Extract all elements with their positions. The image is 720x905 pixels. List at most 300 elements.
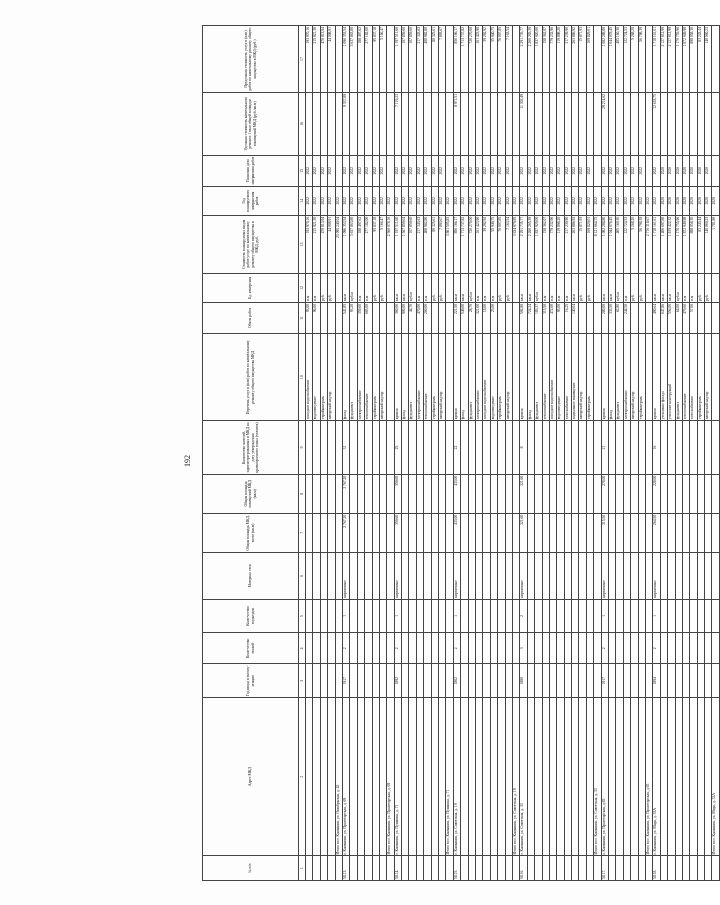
cell-y1: 2020 xyxy=(682,186,689,215)
cell-lim: 263 886,92 xyxy=(572,26,579,93)
cell-fl xyxy=(660,633,667,664)
cell-no xyxy=(313,856,320,881)
cell-ppl xyxy=(409,421,416,475)
cell-unit xyxy=(387,273,394,302)
cell-y2: 2022 xyxy=(505,155,512,186)
cell-s1 xyxy=(623,513,630,552)
cell-unit xyxy=(645,273,652,302)
cell-fl xyxy=(313,633,320,664)
cell-mat xyxy=(579,552,586,599)
cell-fl xyxy=(379,633,386,664)
cell-y2: 2020 xyxy=(668,155,675,186)
cell-cost: 2 291 735,77 xyxy=(520,215,527,273)
cell-s1 xyxy=(579,513,586,552)
table-row xyxy=(542,26,549,881)
cell-fl xyxy=(705,633,712,664)
cell-ent: 1 xyxy=(601,599,608,632)
table-row xyxy=(690,26,697,881)
cell-cost: 217 343,63 xyxy=(416,215,423,273)
cell-ppl xyxy=(365,421,372,475)
cell-unit: п.м xyxy=(557,273,564,302)
cell-spec xyxy=(638,93,645,156)
cell-s2: 359,60 xyxy=(394,474,401,513)
cell-fl xyxy=(306,633,313,664)
cell-s2 xyxy=(660,474,667,513)
cell-y1: 2022 xyxy=(328,186,335,215)
table-row xyxy=(402,26,409,881)
cell-y1: 2022 xyxy=(439,186,446,215)
cell-lim: 1 096 353,54 xyxy=(342,26,349,93)
cell-y2: 2022 xyxy=(342,155,349,186)
cell-year xyxy=(594,664,601,697)
cell-spec xyxy=(306,93,313,156)
cell-vol: 280,00 xyxy=(601,302,608,333)
cell-cost: 263 886,92 xyxy=(572,215,579,273)
cell-cost: 898 058,30 xyxy=(690,215,697,273)
cell-vol: 549,00 xyxy=(461,302,468,333)
cell-y2: 2022 xyxy=(483,155,490,186)
cell-work: кровля xyxy=(520,334,527,421)
column-header: Объем работ xyxy=(203,302,299,333)
cell-mat xyxy=(409,552,416,599)
cell-mat: кирпичные xyxy=(653,552,660,599)
cell-addr xyxy=(490,697,497,855)
cell-no xyxy=(616,856,623,881)
cell-no xyxy=(461,856,468,881)
table-row xyxy=(342,26,349,881)
cell-addr xyxy=(409,697,416,855)
cell-cost: 408 982,80 xyxy=(424,215,431,273)
cell-s1 xyxy=(675,513,682,552)
cell-year xyxy=(527,664,534,697)
cell-ent xyxy=(705,599,712,632)
cell-y1: 2022 xyxy=(431,186,438,215)
cell-work: газоснабжение xyxy=(690,334,697,421)
cell-ent xyxy=(490,599,497,632)
cell-fl: 2 xyxy=(653,633,660,664)
cell-s1: 359,60 xyxy=(394,513,401,552)
cell-no xyxy=(675,856,682,881)
cell-y2 xyxy=(446,155,453,186)
cell-y1: 2022 xyxy=(653,186,660,215)
cell-ent xyxy=(638,599,645,632)
cell-ppl xyxy=(350,421,357,475)
cell-addr xyxy=(475,697,482,855)
cell-year xyxy=(461,664,468,697)
cell-addr xyxy=(631,697,638,855)
cell-work: стройконтроль xyxy=(320,334,327,421)
cell-cost: 277 182,00 xyxy=(365,215,372,273)
cell-ppl xyxy=(372,421,379,475)
cell-ppl xyxy=(549,421,556,475)
cell-s1 xyxy=(424,513,431,552)
cell-unit: кв.м xyxy=(527,273,534,302)
cell-lim: 83 243,44 xyxy=(697,26,704,93)
cell-vol: 183,37 xyxy=(535,302,542,333)
column-header: Общая площадь помещений МКД (кв.м) xyxy=(203,474,299,513)
cell-lim: 158 362,07 xyxy=(542,26,549,93)
cell-fl xyxy=(712,633,719,664)
cell-cost: 44 008,91 xyxy=(328,215,335,273)
table-row xyxy=(416,26,423,881)
cell-s1 xyxy=(357,513,364,552)
cell-fl xyxy=(697,633,704,664)
cell-year xyxy=(675,664,682,697)
cell-ppl xyxy=(402,421,409,475)
cell-spec xyxy=(616,93,623,156)
column-number: 9 xyxy=(299,421,306,475)
cell-cost: 83 243,44 xyxy=(697,215,704,273)
cell-vol: 315,50 xyxy=(542,302,549,333)
cell-ppl: 21 xyxy=(601,421,608,475)
cell-fl xyxy=(675,633,682,664)
cell-s1 xyxy=(365,513,372,552)
cell-ent xyxy=(475,599,482,632)
cell-lim: 95 837,18 xyxy=(372,26,379,93)
cell-no: 58.16. xyxy=(520,856,527,881)
cell-unit: руб. xyxy=(579,273,586,302)
cell-cost: 161 423,90 xyxy=(475,215,482,273)
cell-lim: 217 239,90 xyxy=(564,26,571,93)
cell-unit: п.м xyxy=(682,273,689,302)
cell-y1: 2022 xyxy=(579,186,586,215)
cell-ppl xyxy=(586,421,593,475)
cell-cost: 1 872 949,98 xyxy=(682,215,689,273)
cell-y1: 2022 xyxy=(365,186,372,215)
cell-ent xyxy=(409,599,416,632)
cell-s2 xyxy=(609,474,616,513)
cell-work: фасад xyxy=(342,334,349,421)
cell-y1: 2022 xyxy=(320,186,327,215)
cell-s2 xyxy=(712,474,719,513)
cell-vol: 28,70 xyxy=(468,302,475,333)
cell-ent xyxy=(690,599,697,632)
cell-mat xyxy=(564,552,571,599)
cell-unit: кв.м xyxy=(609,273,616,302)
cell-addr xyxy=(350,697,357,855)
cell-unit: куб.м xyxy=(535,273,542,302)
cell-unit: п.м xyxy=(416,273,423,302)
cell-ent: 1 xyxy=(394,599,401,632)
cell-ppl xyxy=(505,421,512,475)
cell-year xyxy=(335,664,342,697)
cell-y1: 2022 xyxy=(616,186,623,215)
cell-lim: 119 898,20 xyxy=(557,26,564,93)
cell-year xyxy=(446,664,453,697)
cell-mat xyxy=(461,552,468,599)
cell-unit: куб.м xyxy=(468,273,475,302)
cell-year xyxy=(483,664,490,697)
cell-spec xyxy=(609,93,616,156)
cell-s1 xyxy=(705,513,712,552)
cell-ent xyxy=(365,599,372,632)
cell-ent xyxy=(372,599,379,632)
cell-fl xyxy=(328,633,335,664)
cell-y1: 2022 xyxy=(335,186,342,215)
cell-fl xyxy=(609,633,616,664)
cell-no xyxy=(424,856,431,881)
cell-work: стройконтроль xyxy=(431,334,438,421)
cell-lim: 107 859,60 xyxy=(409,26,416,93)
cell-s2 xyxy=(645,474,652,513)
cell-lim xyxy=(645,26,652,93)
cell-lim: 193 970,16 xyxy=(306,26,313,93)
cell-s1 xyxy=(645,513,652,552)
cell-y1: 2022 xyxy=(468,186,475,215)
cell-addr xyxy=(586,697,593,855)
cell-mat xyxy=(682,552,689,599)
cell-y2: 2022 xyxy=(616,155,623,186)
cell-no: 58.17. xyxy=(601,856,608,881)
cell-year xyxy=(306,664,313,697)
cell-ent xyxy=(675,599,682,632)
cell-unit: п.м xyxy=(365,273,372,302)
cell-year xyxy=(313,664,320,697)
cell-s2: 2 767,20 xyxy=(342,474,349,513)
cell-lim: 779 232,96 xyxy=(549,26,556,93)
cell-s2 xyxy=(505,474,512,513)
cell-year: 1917 xyxy=(342,664,349,697)
cell-y1: 2022 xyxy=(512,186,519,215)
cell-mat xyxy=(645,552,652,599)
cell-ppl xyxy=(638,421,645,475)
cell-s2 xyxy=(594,474,601,513)
cell-no xyxy=(542,856,549,881)
cell-y2 xyxy=(645,155,652,186)
cell-ppl xyxy=(490,421,497,475)
cell-y1: 2020 xyxy=(705,186,712,215)
cell-fl xyxy=(668,633,675,664)
cell-fl: 2 xyxy=(394,633,401,664)
column-header: Предельная стоимость услуг и (или) работ по капитальному ремонту общего имущества в МКД (руб.) xyxy=(203,26,299,93)
column-number: 16 xyxy=(299,93,306,156)
cell-ppl xyxy=(498,421,505,475)
column-number: 2 xyxy=(299,697,306,855)
cell-lim: 2 127 812,99 xyxy=(660,26,667,93)
cell-s1 xyxy=(609,513,616,552)
cell-no xyxy=(668,856,675,881)
cell-work: фасад xyxy=(402,334,409,421)
cell-s1 xyxy=(690,513,697,552)
cell-spec xyxy=(475,93,482,156)
cell-year xyxy=(712,664,719,697)
cell-work xyxy=(712,334,719,421)
cell-y2: 2020 xyxy=(660,155,667,186)
cell-ppl xyxy=(594,421,601,475)
table-row xyxy=(372,26,379,881)
cell-ppl xyxy=(527,421,534,475)
cell-year xyxy=(320,664,327,697)
cell-vol: 62,80 xyxy=(616,302,623,333)
cell-s2 xyxy=(490,474,497,513)
cell-addr xyxy=(424,697,431,855)
cell-work: стройконтроль xyxy=(697,334,704,421)
cell-vol xyxy=(512,302,519,333)
column-number: 11 xyxy=(299,302,306,333)
cell-mat xyxy=(549,552,556,599)
cell-unit: п.м xyxy=(564,273,571,302)
cell-addr: Итого по г. Камышин, ул. Пролетарская, д. 69 xyxy=(387,697,394,855)
cell-addr xyxy=(402,697,409,855)
cell-no xyxy=(535,856,542,881)
cell-addr xyxy=(660,697,667,855)
cell-s2 xyxy=(668,474,675,513)
cell-unit xyxy=(594,273,601,302)
cell-unit: п.м xyxy=(623,273,630,302)
cell-no xyxy=(335,856,342,881)
cell-work: водоотведение xyxy=(557,334,564,421)
cell-year xyxy=(372,664,379,697)
cell-cost: 856 166,17 xyxy=(453,215,460,273)
table-row xyxy=(357,26,364,881)
cell-y1: 2020 xyxy=(697,186,704,215)
cell-spec xyxy=(416,93,423,156)
cell-addr xyxy=(328,697,335,855)
cell-no xyxy=(320,856,327,881)
cell-work: электроснабжение xyxy=(357,334,364,421)
cell-unit: п.м xyxy=(490,273,497,302)
cell-s2 xyxy=(638,474,645,513)
cell-s1 xyxy=(712,513,719,552)
cell-y1: 2022 xyxy=(638,186,645,215)
cell-cost: 3 634 979,95 xyxy=(512,215,519,273)
cell-y1: 2020 xyxy=(712,186,719,215)
cell-work: фундамент xyxy=(409,334,416,421)
cell-addr xyxy=(682,697,689,855)
cell-fl xyxy=(498,633,505,664)
cell-mat xyxy=(609,552,616,599)
cell-year xyxy=(475,664,482,697)
cell-lim: 7 893,67 xyxy=(439,26,446,93)
cell-addr xyxy=(623,697,630,855)
cell-y1: 2022 xyxy=(446,186,453,215)
cell-year xyxy=(623,664,630,697)
cell-unit: руб. xyxy=(372,273,379,302)
cell-work: кровля xyxy=(653,334,660,421)
cell-addr xyxy=(572,697,579,855)
cell-s2 xyxy=(320,474,327,513)
cell-work: стройконтроль xyxy=(498,334,505,421)
cell-spec xyxy=(446,93,453,156)
cell-year: 1892 xyxy=(394,664,401,697)
cell-y1: 2020 xyxy=(675,186,682,215)
cell-work: авторский надзор xyxy=(379,334,386,421)
cell-ent xyxy=(535,599,542,632)
cell-no xyxy=(682,856,689,881)
cell-addr xyxy=(468,697,475,855)
column-number: 7 xyxy=(299,513,306,552)
column-header: Количество жителей, зарегистри-рованных в МКД на дату утверждения краткосрочного плана (человек) xyxy=(203,421,299,475)
column-header: Материал стен xyxy=(203,552,299,599)
cell-ent: 2 xyxy=(520,599,527,632)
cell-y2: 2022 xyxy=(424,155,431,186)
cell-ent xyxy=(387,599,394,632)
cell-vol xyxy=(579,302,586,333)
cell-no xyxy=(557,856,564,881)
cell-vol xyxy=(705,302,712,333)
cell-no xyxy=(446,856,453,881)
cell-unit: куб.м xyxy=(616,273,623,302)
cell-addr xyxy=(365,697,372,855)
cell-vol xyxy=(439,302,446,333)
cell-addr: г. Камышин, ул. Мира, д. 33А xyxy=(653,697,660,855)
cell-fl xyxy=(365,633,372,664)
cell-vol: 93,00 xyxy=(306,302,313,333)
cell-spec xyxy=(557,93,564,156)
cell-cost: 122 724,53 xyxy=(623,215,630,273)
cell-ppl xyxy=(572,421,579,475)
cell-no xyxy=(505,856,512,881)
cell-addr: г. Камышин, ул. Советская, д. 19 xyxy=(453,697,460,855)
cell-cost: 217 239,90 xyxy=(564,215,571,273)
cell-ent xyxy=(527,599,534,632)
table-row xyxy=(586,26,593,881)
cell-year xyxy=(424,664,431,697)
cell-s1 xyxy=(328,513,335,552)
cell-s1 xyxy=(668,513,675,552)
cell-work: водоотведение xyxy=(490,334,497,421)
cell-s1 xyxy=(490,513,497,552)
cell-y2: 2022 xyxy=(535,155,542,186)
cell-s1 xyxy=(631,513,638,552)
cell-ppl: 25 xyxy=(394,421,401,475)
cell-ent xyxy=(682,599,689,632)
cell-spec xyxy=(439,93,446,156)
cell-y1: 2022 xyxy=(394,186,401,215)
cell-spec xyxy=(357,93,364,156)
cell-spec: 8 971,51 xyxy=(453,93,460,156)
cell-lim: 122 724,53 xyxy=(623,26,630,93)
cell-work: водоотведение xyxy=(313,334,320,421)
cell-spec xyxy=(712,93,719,156)
cell-fl xyxy=(638,633,645,664)
cell-vol: 724,24 xyxy=(527,302,534,333)
cell-ppl xyxy=(431,421,438,475)
cell-unit: п.м xyxy=(306,273,313,302)
cell-mat xyxy=(431,552,438,599)
cell-cost: 2 716 318,67 xyxy=(645,215,652,273)
cell-cost: 1 837 920,00 xyxy=(535,215,542,273)
cell-vol: 25,00 xyxy=(490,302,497,333)
cell-no xyxy=(409,856,416,881)
cell-s2 xyxy=(483,474,490,513)
cell-cost: 1 781,80 xyxy=(712,215,719,273)
cell-fl: 2 xyxy=(601,633,608,664)
table-row xyxy=(675,26,682,881)
cell-y1: 2022 xyxy=(342,186,349,215)
cell-lim: 408 982,80 xyxy=(424,26,431,93)
cell-y1: 2022 xyxy=(586,186,593,215)
cell-ppl xyxy=(468,421,475,475)
cell-year xyxy=(631,664,638,697)
cell-lim: 2 127 812,99 xyxy=(668,26,675,93)
cell-ppl xyxy=(712,421,719,475)
cell-addr: г. Камышин, ул. Советская, д. 33 xyxy=(520,697,527,855)
cell-no xyxy=(431,856,438,881)
cell-cost: 140 060,23 xyxy=(705,215,712,273)
cell-ent xyxy=(564,599,571,632)
cell-y2: 2022 xyxy=(439,155,446,186)
column-header: Коли-чество этажей xyxy=(203,633,299,664)
cell-fl xyxy=(402,633,409,664)
table-row xyxy=(453,26,460,881)
cell-y1: 2022 xyxy=(601,186,608,215)
table-row xyxy=(313,26,320,881)
cell-lim: 217 343,63 xyxy=(416,26,423,93)
cell-year xyxy=(668,664,675,697)
cell-mat xyxy=(660,552,667,599)
cell-spec xyxy=(483,93,490,156)
